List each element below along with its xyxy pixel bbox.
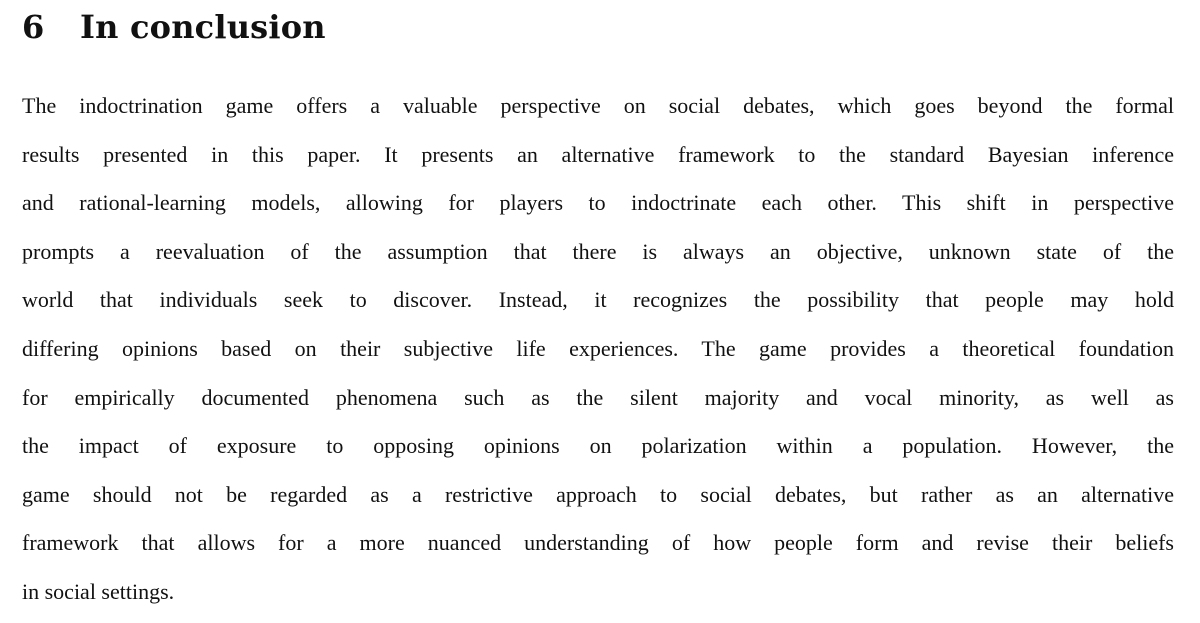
conclusion-paragraph xyxy=(22,82,1174,617)
section-heading xyxy=(22,4,326,50)
paragraph-line: in social settings. xyxy=(22,578,175,604)
paragraph-line: The indoctrination game offers a valuable perspective on social debates, which goes beyond the formal xyxy=(22,93,1174,118)
paragraph-line: and rational-learning models, allowing for players to indoctrinate each other. This shift in perspective xyxy=(22,190,1174,216)
paragraph-line: prompts a reevaluation of the assumption that there is always an objective, unknown state of the xyxy=(22,238,1174,264)
paragraph-line: world that individuals seek to discover. Instead, it recognizes the possibility that people may hold xyxy=(22,287,1174,313)
paragraph-line: framework that allows for a more nuanced understanding of how people form and revise their beliefs xyxy=(22,530,1174,556)
paragraph-line: results presented in this paper. It presents an alternative framework to the standard Bayesian inference xyxy=(22,141,1174,167)
paragraph-line: for empirically documented phenomena such as the silent majority and vocal minority, as well as xyxy=(22,384,1174,410)
section-title: In conclusion xyxy=(80,8,326,46)
paragraph-line: game should not be regarded as a restrictive approach to social debates, but rather as an alternative xyxy=(22,481,1174,507)
paragraph-line: the impact of exposure to opposing opinions on polarization within a population. However, the xyxy=(22,433,1174,459)
paragraph-line: differing opinions based on their subjective life experiences. The game provides a theoretical foundation xyxy=(22,335,1174,361)
section-number: 6 xyxy=(22,8,45,46)
